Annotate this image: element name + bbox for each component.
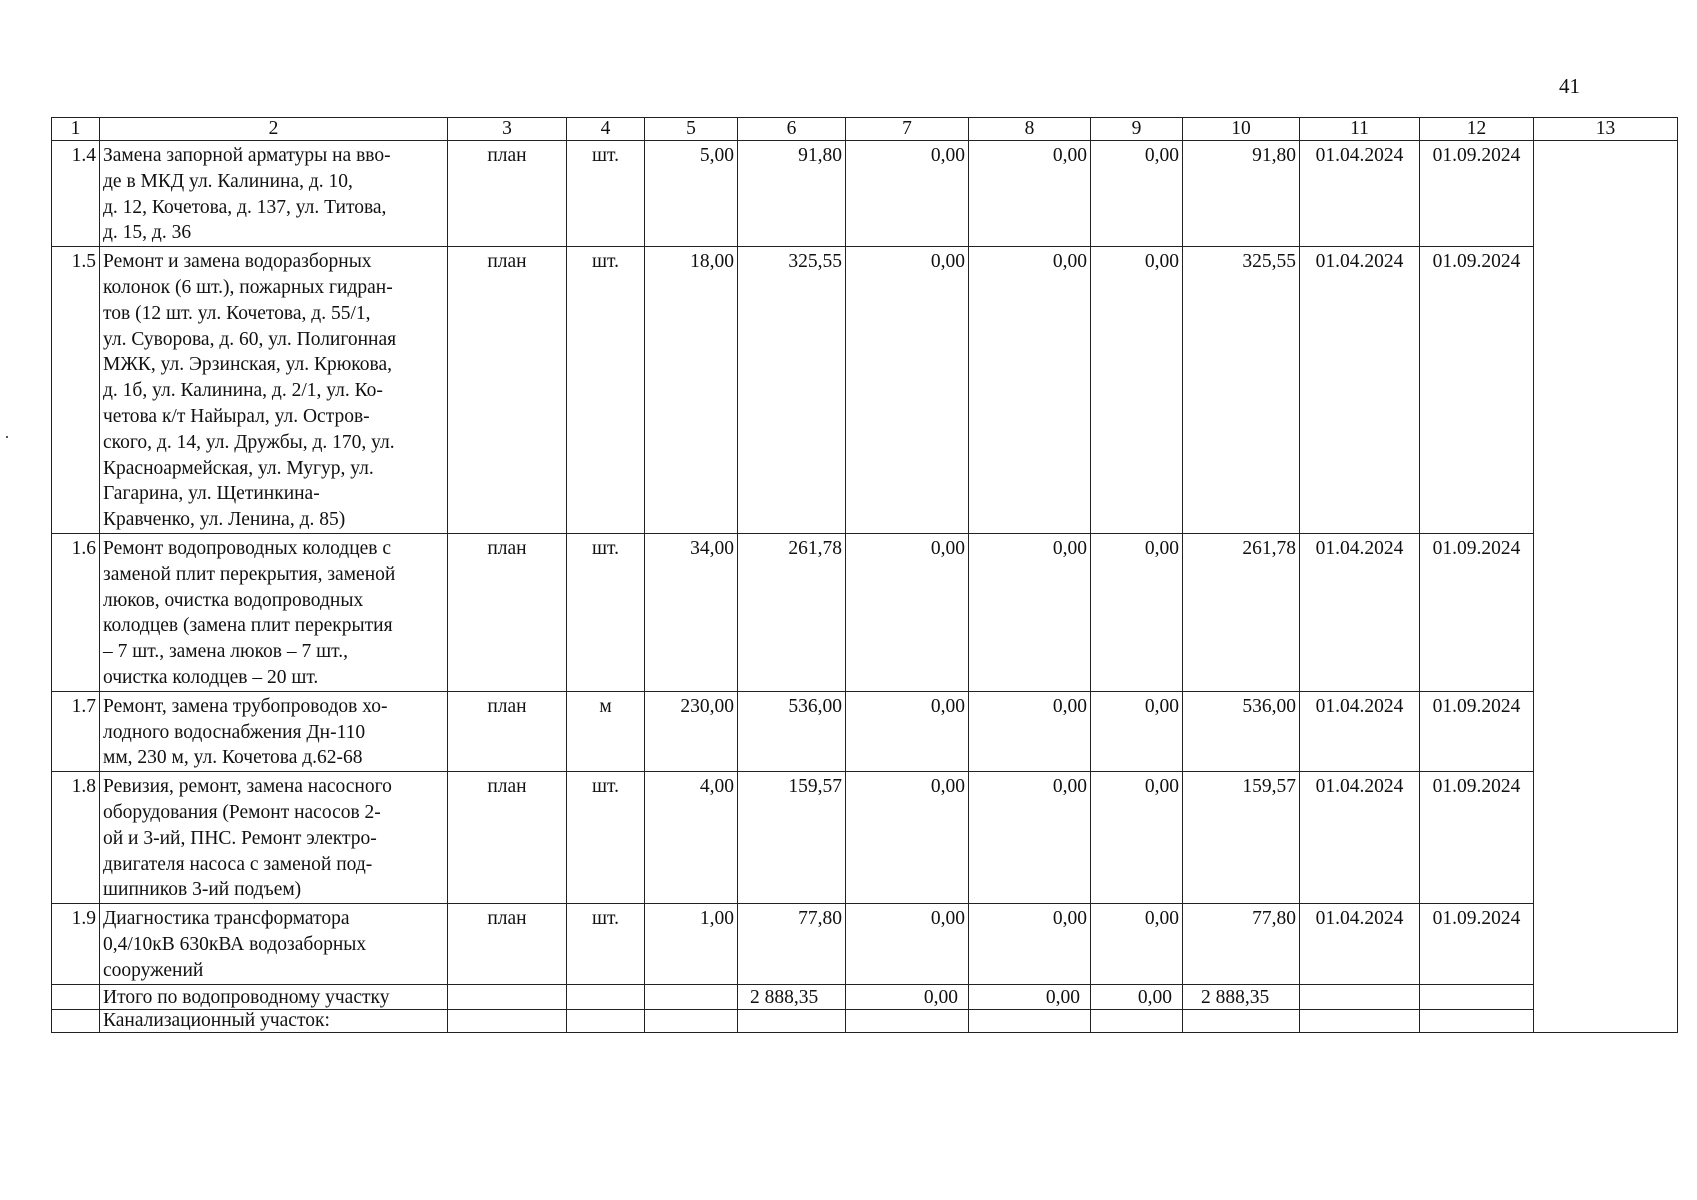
work-description: Замена запорной арматуры на вво- де в МКД ул. Калинина, д. 10, д. 12, Кочетова, д. 137, ул. Титова, д. 15, д. 36 xyxy=(100,141,448,247)
amount-col-7: 0,00 xyxy=(846,247,969,534)
total-label: Итого по водопроводному участку xyxy=(100,984,448,1009)
total-amount-col-9: 0,00 xyxy=(1091,984,1183,1009)
row-number: 1.7 xyxy=(52,691,100,771)
start-date: 01.04.2024 xyxy=(1300,691,1420,771)
amount-col-6: 159,57 xyxy=(738,772,846,904)
column-header-12: 12 xyxy=(1420,118,1534,141)
total-amount-col-8: 0,00 xyxy=(969,984,1091,1009)
amount-col-10: 325,55 xyxy=(1183,247,1300,534)
start-date: 01.04.2024 xyxy=(1300,533,1420,691)
amount-col-8: 0,00 xyxy=(969,533,1091,691)
amount-col-8: 0,00 xyxy=(969,772,1091,904)
row-number: 1.8 xyxy=(52,772,100,904)
total-row xyxy=(52,984,1678,1009)
end-date: 01.09.2024 xyxy=(1420,533,1534,691)
unit: шт. xyxy=(567,247,645,534)
end-date: 01.09.2024 xyxy=(1420,904,1534,984)
plan-status: план xyxy=(448,247,567,534)
amount-col-9: 0,00 xyxy=(1091,904,1183,984)
amount-col-6: 536,00 xyxy=(738,691,846,771)
section-empty-cell xyxy=(1420,1009,1534,1032)
start-date: 01.04.2024 xyxy=(1300,904,1420,984)
quantity: 4,00 xyxy=(645,772,738,904)
table-row xyxy=(52,904,1678,984)
unit: шт. xyxy=(567,772,645,904)
amount-col-9: 0,00 xyxy=(1091,772,1183,904)
section-label: Канализационный участок: xyxy=(100,1009,448,1032)
unit: шт. xyxy=(567,904,645,984)
end-date: 01.09.2024 xyxy=(1420,691,1534,771)
total-status xyxy=(448,984,567,1009)
unit: шт. xyxy=(567,141,645,247)
column-header-11: 11 xyxy=(1300,118,1420,141)
column-header-2: 2 xyxy=(100,118,448,141)
section-row xyxy=(52,1009,1678,1032)
start-date: 01.04.2024 xyxy=(1300,247,1420,534)
amount-col-8: 0,00 xyxy=(969,141,1091,247)
amount-col-8: 0,00 xyxy=(969,904,1091,984)
plan-status: план xyxy=(448,691,567,771)
section-empty-cell xyxy=(1300,1009,1420,1032)
work-description: Ревизия, ремонт, замена насосного оборудования (Ремонт насосов 2- ой и 3-ий, ПНС. Ремонт электро- двигателя насоса с заменой под- шипников 3-ий подъем) xyxy=(100,772,448,904)
amount-col-7: 0,00 xyxy=(846,141,969,247)
amount-col-10: 77,80 xyxy=(1183,904,1300,984)
amount-col-6: 325,55 xyxy=(738,247,846,534)
column-number-header-row xyxy=(52,118,1678,141)
end-date: 01.09.2024 xyxy=(1420,772,1534,904)
amount-col-9: 0,00 xyxy=(1091,533,1183,691)
amount-col-6: 91,80 xyxy=(738,141,846,247)
column-header-4: 4 xyxy=(567,118,645,141)
amount-col-9: 0,00 xyxy=(1091,691,1183,771)
section-empty-cell xyxy=(738,1009,846,1032)
amount-col-8: 0,00 xyxy=(969,691,1091,771)
table-row xyxy=(52,247,1678,534)
section-empty-cell xyxy=(567,1009,645,1032)
total-unit xyxy=(567,984,645,1009)
row-number: 1.9 xyxy=(52,904,100,984)
table-row xyxy=(52,772,1678,904)
section-empty-cell xyxy=(1091,1009,1183,1032)
amount-col-7: 0,00 xyxy=(846,533,969,691)
amount-col-9: 0,00 xyxy=(1091,247,1183,534)
amount-col-6: 77,80 xyxy=(738,904,846,984)
unit: м xyxy=(567,691,645,771)
works-table xyxy=(51,117,1678,1033)
row-number: 1.6 xyxy=(52,533,100,691)
work-description: Ремонт, замена трубопроводов хо- лодного водоснабжения Дн-110 мм, 230 м, ул. Кочетова д.62-68 xyxy=(100,691,448,771)
amount-col-10: 261,78 xyxy=(1183,533,1300,691)
row-number: 1.4 xyxy=(52,141,100,247)
start-date: 01.04.2024 xyxy=(1300,141,1420,247)
amount-col-7: 0,00 xyxy=(846,904,969,984)
section-empty-cell xyxy=(969,1009,1091,1032)
total-amount-col-6: 2 888,35 xyxy=(738,984,846,1009)
scan-speck xyxy=(6,436,8,438)
section-empty-cell xyxy=(448,1009,567,1032)
work-description: Ремонт водопроводных колодцев с заменой плит перекрытия, заменой люков, очистка водопроводных колодцев (замена плит перекрытия – 7 шт., замена люков – 7 шт., очистка колодцев – 20 шт. xyxy=(100,533,448,691)
column-header-5: 5 xyxy=(645,118,738,141)
plan-status: план xyxy=(448,904,567,984)
work-description: Диагностика трансформатора 0,4/10кВ 630кВА водозаборных сооружений xyxy=(100,904,448,984)
section-empty-cell xyxy=(52,1009,100,1032)
column-header-1: 1 xyxy=(52,118,100,141)
row-number: 1.5 xyxy=(52,247,100,534)
table-row xyxy=(52,691,1678,771)
amount-col-8: 0,00 xyxy=(969,247,1091,534)
total-amount-col-7: 0,00 xyxy=(846,984,969,1009)
quantity: 5,00 xyxy=(645,141,738,247)
quantity: 18,00 xyxy=(645,247,738,534)
amount-col-7: 0,00 xyxy=(846,772,969,904)
end-date: 01.09.2024 xyxy=(1420,247,1534,534)
amount-col-7: 0,00 xyxy=(846,691,969,771)
work-description: Ремонт и замена водоразборных колонок (6 шт.), пожарных гидран- тов (12 шт. ул. Кочетова, д. 55/1, ул. Суворова, д. 60, ул. Полигонная МЖК, ул. Эрзинская, ул. Крюкова, д. 1б, ул. Калинина, д. 2/1, ул. Ко- четова к/т Найырал, ул. Остров- ского, д. 14, ул. Дружбы, д. 170, ул. Красноармейская, ул. Мугур, ул. Гагарина, ул. Щетинкина- Кравченко, ул. Ленина, д. 85) xyxy=(100,247,448,534)
plan-status: план xyxy=(448,533,567,691)
amount-col-10: 536,00 xyxy=(1183,691,1300,771)
page-number: 41 xyxy=(1559,74,1580,98)
column-header-8: 8 xyxy=(969,118,1091,141)
amount-col-6: 261,78 xyxy=(738,533,846,691)
end-date: 01.09.2024 xyxy=(1420,141,1534,247)
section-empty-cell xyxy=(1183,1009,1300,1032)
section-empty-cell xyxy=(846,1009,969,1032)
total-amount-col-10: 2 888,35 xyxy=(1183,984,1300,1009)
quantity: 1,00 xyxy=(645,904,738,984)
column-header-9: 9 xyxy=(1091,118,1183,141)
section-empty-cell xyxy=(645,1009,738,1032)
amount-col-10: 159,57 xyxy=(1183,772,1300,904)
total-start-date xyxy=(1300,984,1420,1009)
amount-col-10: 91,80 xyxy=(1183,141,1300,247)
unit: шт. xyxy=(567,533,645,691)
total-quantity xyxy=(645,984,738,1009)
quantity: 230,00 xyxy=(645,691,738,771)
plan-status: план xyxy=(448,141,567,247)
start-date: 01.04.2024 xyxy=(1300,772,1420,904)
column-header-6: 6 xyxy=(738,118,846,141)
column-header-7: 7 xyxy=(846,118,969,141)
quantity: 34,00 xyxy=(645,533,738,691)
column-13-empty xyxy=(1534,141,1678,1033)
column-header-10: 10 xyxy=(1183,118,1300,141)
total-row-number xyxy=(52,984,100,1009)
table-row xyxy=(52,141,1678,247)
total-end-date xyxy=(1420,984,1534,1009)
plan-status: план xyxy=(448,772,567,904)
amount-col-9: 0,00 xyxy=(1091,141,1183,247)
table-row xyxy=(52,533,1678,691)
column-header-3: 3 xyxy=(448,118,567,141)
column-header-13: 13 xyxy=(1534,118,1678,141)
